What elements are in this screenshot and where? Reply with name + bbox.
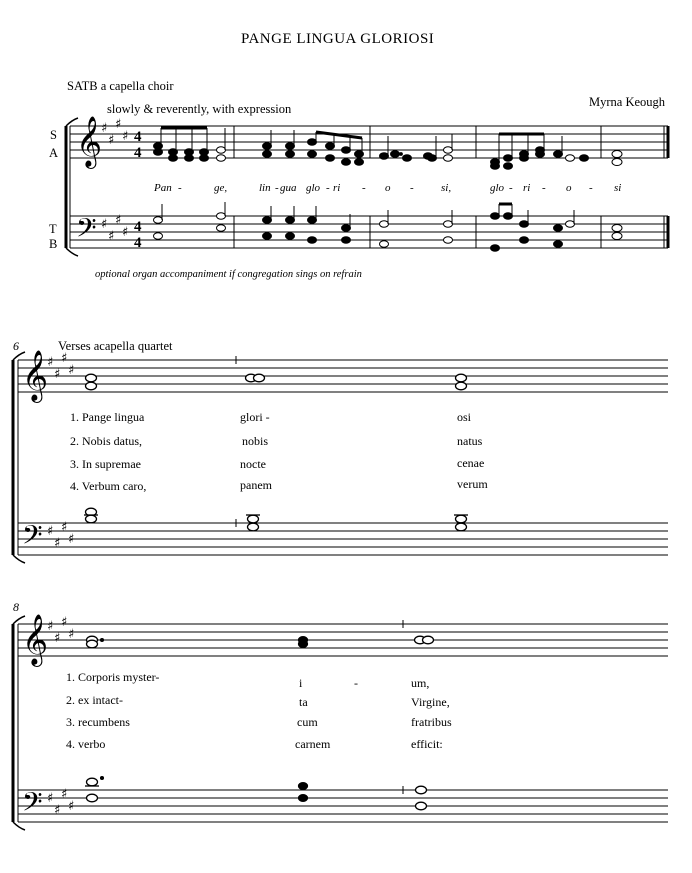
sharp-icon: ♯ (54, 803, 61, 818)
svg-text:4: 4 (134, 129, 142, 145)
measure-number-6: 6 (13, 339, 19, 353)
tempo-marking: slowly & reverently, with expression (107, 102, 292, 116)
measure-number-8: 8 (13, 600, 19, 614)
verse-1-text: 1. Pange lingua (70, 410, 145, 424)
staff-system-2-bass (18, 523, 668, 555)
staff-system-3-bass (18, 790, 668, 822)
verse-3-text: 3. In supremae (70, 457, 141, 471)
sharp-icon: ♯ (115, 117, 122, 132)
lyric-syllable: o (566, 182, 572, 194)
treble-clef-icon: 𝄞 (22, 614, 49, 665)
verse-2-text: 2. ex intact- (66, 693, 123, 707)
lyric-syllable: Pan (154, 182, 172, 194)
voice-label-a: A (49, 146, 59, 160)
lyric-syllable: gua (280, 182, 297, 194)
sharp-icon: ♯ (108, 133, 115, 148)
svg-text:4: 4 (134, 145, 142, 161)
verse-4-text: 4. Verbum caro, (70, 479, 147, 493)
lyric-syllable: si, (441, 182, 452, 194)
sharp-icon: ♯ (108, 229, 115, 244)
verse-4-text: efficit: (411, 737, 443, 751)
verse-1-text: um, (411, 676, 430, 690)
page-title: PANGE LINGUA GLORIOSI (241, 31, 435, 47)
verse-1-text: - (354, 676, 358, 690)
sharp-icon: ♯ (47, 524, 54, 539)
sharp-icon: ♯ (47, 619, 54, 634)
verse-3-text: nocte (240, 457, 266, 471)
verse-4-text: panem (240, 478, 272, 492)
verse-3-text: cenae (457, 456, 485, 470)
lyric-syllable: si (614, 182, 622, 194)
lyric-syllable: glo (490, 182, 505, 194)
lyric-hyphen: - (410, 182, 414, 194)
time-signature (134, 129, 142, 251)
lyric-syllable: ge, (214, 182, 228, 194)
lyric-syllable: lin (259, 182, 271, 194)
scoring-text: SATB a capella choir (67, 79, 174, 93)
verse-2-text: 2. Nobis datus, (70, 434, 142, 448)
verses-label: Verses acapella quartet (58, 339, 173, 353)
bass-clef-icon: 𝄢 (76, 212, 97, 250)
lyric-syllable: glo (306, 182, 321, 194)
sharp-icon: ♯ (68, 627, 75, 642)
sharp-icon: ♯ (122, 129, 129, 144)
sharp-icon: ♯ (61, 520, 68, 535)
lyric-syllable: o (385, 182, 391, 194)
lyric-hyphen: - (542, 182, 546, 194)
lyric-hyphen: - (362, 182, 366, 194)
verse-4-text: verum (457, 477, 488, 491)
lyric-hyphen: - (275, 182, 279, 194)
notes-system-1-bass (154, 202, 623, 251)
lyric-hyphen: - (326, 182, 330, 194)
verse-1-text: 1. Corporis myster- (66, 670, 160, 684)
svg-text:4: 4 (134, 219, 142, 235)
verse-4-text: 4. verbo (66, 737, 106, 751)
sharp-icon: ♯ (61, 787, 68, 802)
verse-3-text: fratribus (411, 715, 452, 729)
sharp-icon: ♯ (68, 799, 75, 814)
verse-2-text: Virgine, (411, 695, 450, 709)
verse-1-text: glori - (240, 410, 270, 424)
verse-2-text: ta (299, 695, 308, 709)
sharp-icon: ♯ (54, 536, 61, 551)
verse-4-text: carnem (295, 737, 331, 751)
voice-label-t: T (49, 222, 57, 236)
system-brackets (13, 118, 78, 830)
sharp-icon: ♯ (101, 121, 108, 136)
sharp-icon: ♯ (68, 363, 75, 378)
sharp-icon: ♯ (47, 791, 54, 806)
voice-label-s: S (50, 128, 57, 142)
sharp-icon: ♯ (122, 225, 129, 240)
notes-system-2 (84, 374, 468, 531)
bass-clef-icon: 𝄢 (22, 519, 43, 557)
organ-accompaniment-note: optional organ accompaniment if congregation sings on refrain (95, 269, 362, 280)
lyric-syllable: ri (523, 182, 531, 194)
lyric-hyphen: - (589, 182, 593, 194)
sharp-icon: ♯ (54, 367, 61, 382)
verse-1-text: i (299, 676, 303, 690)
notes-system-3 (85, 636, 434, 810)
sharp-icon: ♯ (68, 532, 75, 547)
staff-system-2-treble (18, 360, 668, 392)
staff-system-3-treble (18, 624, 668, 656)
treble-clef-icon: 𝄞 (76, 116, 103, 167)
verse-2-text: natus (457, 434, 483, 448)
sharp-icon: ♯ (47, 355, 54, 370)
verse-3-text: 3. recumbens (66, 715, 130, 729)
verse-2-text: nobis (242, 434, 269, 448)
sharp-icon: ♯ (54, 631, 61, 646)
treble-clef-icon: 𝄞 (22, 350, 49, 401)
sharp-icon: ♯ (101, 217, 108, 232)
verse-1-text: osi (457, 410, 472, 424)
sharp-icon: ♯ (61, 615, 68, 630)
voice-label-b: B (49, 237, 58, 251)
composer-name: Myrna Keough (589, 95, 666, 109)
bass-clef-icon: 𝄢 (22, 786, 43, 824)
svg-text:4: 4 (134, 235, 142, 251)
lyric-hyphen: - (509, 182, 513, 194)
lyric-hyphen: - (178, 182, 182, 194)
lyric-syllable: ri (333, 182, 341, 194)
verse-3-text: cum (297, 715, 318, 729)
sharp-icon: ♯ (61, 351, 68, 366)
sharp-icon: ♯ (115, 213, 122, 228)
